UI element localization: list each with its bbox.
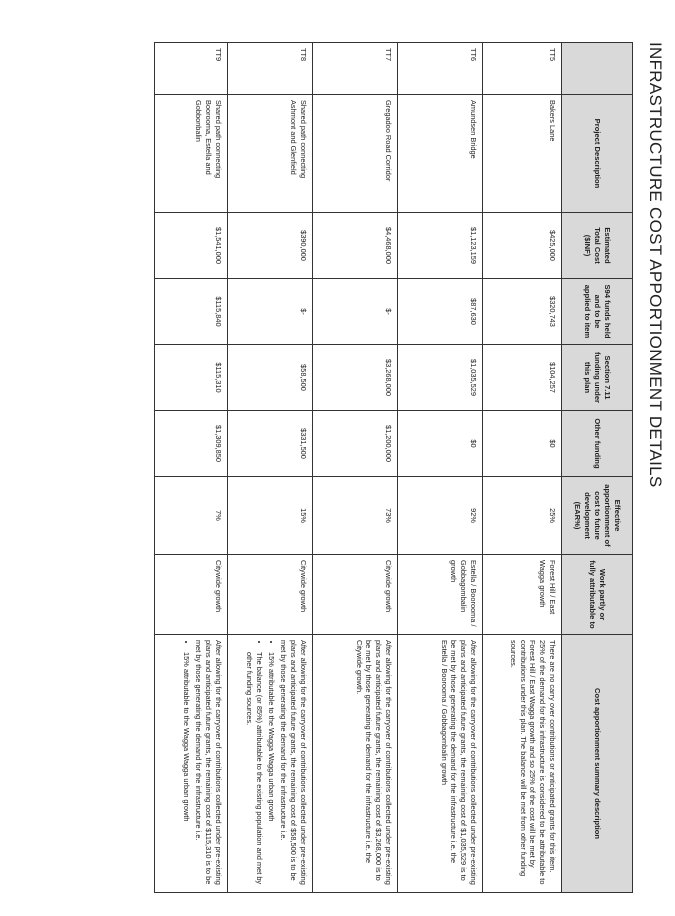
cell-summary <box>155 635 228 893</box>
cell-summary <box>313 635 398 893</box>
cell-s711: $1,035,529 <box>398 345 483 411</box>
cell-ear: 7% <box>155 477 228 555</box>
cell-est-cost: $390,000 <box>228 213 313 279</box>
cell-s94: $87,630 <box>398 279 483 345</box>
summary-bullet: • 15% attributable to the Wagga Wagga urban growth <box>181 652 191 887</box>
page-title: INFRASTRUCTURE COST APPORTIONMENT DETAILS <box>646 42 665 488</box>
summary-paragraph: After allowing for the carryover of contributions collected under pre-existing plans and anticipated future grants, the remaining cost of $3,268,000 is to be met by those generating the demand for the infrastructure i.e. the Citywide growth. <box>354 640 393 885</box>
summary-paragraph: After allowing for the carryover of contributions collected under pre-existing plans and anticipated future grants, the remaining cost of $58,500 is to be met by those generating the demand for the infrastructure i.e. <box>279 640 308 885</box>
cell-work: Forest Hill / East Wagga growth <box>483 555 562 635</box>
header-effective-apportionment: Effective apportionment of cost to future development (EAR%) <box>562 477 633 555</box>
cell-s94: $320,743 <box>483 279 562 345</box>
cell-s94: $- <box>228 279 313 345</box>
cell-id: TT8 <box>228 43 313 95</box>
cell-work: Citywide growth <box>313 555 398 635</box>
cell-ear: 73% <box>313 477 398 555</box>
cell-id: TT7 <box>313 43 398 95</box>
header-section-711-funding: Section 7.11 funding under this plan <box>562 345 633 411</box>
cell-s711: $58,500 <box>228 345 313 411</box>
cell-project: Shared path connecting Boorooma, Estella and Gobbonbalin <box>155 95 228 213</box>
cell-other: $1,200,000 <box>313 411 398 477</box>
cell-s711: $104,257 <box>483 345 562 411</box>
cell-project: Shared path connecting Ashmont and Glenfield <box>228 95 313 213</box>
table-row <box>228 43 313 893</box>
table-row <box>483 43 562 893</box>
cell-id: TT6 <box>398 43 483 95</box>
header-summary-description: Cost apportionment summary description <box>562 635 633 893</box>
cell-s94: $- <box>313 279 398 345</box>
cell-work: Estella / Boorooma / Gobbagombalin growth <box>398 555 483 635</box>
summary-bullet: • 15% attributable to the Wagga Wagga urban growth <box>266 652 276 887</box>
cell-summary <box>483 635 562 893</box>
summary-bullets <box>244 640 275 887</box>
cell-id: TT9 <box>155 43 228 95</box>
summary-bullet: • The balance (or 85%) attributable to the existing population and met by other funding sources. <box>244 652 264 887</box>
cell-est-cost: $425,000 <box>483 213 562 279</box>
table-row <box>155 43 228 893</box>
cell-id: TT5 <box>483 43 562 95</box>
cell-project: Bakers Lane <box>483 95 562 213</box>
cell-est-cost: $1,123,159 <box>398 213 483 279</box>
cell-work: Citywide growth <box>155 555 228 635</box>
header-estimated-total-cost: Estimated Total Cost ($INF) <box>562 213 633 279</box>
cell-ear: 92% <box>398 477 483 555</box>
cell-ear: 15% <box>228 477 313 555</box>
cell-summary <box>228 635 313 893</box>
cell-s711: $3,268,000 <box>313 345 398 411</box>
header-work-attributable: Work partly or fully attributable to <box>562 555 633 635</box>
cell-other: $0 <box>483 411 562 477</box>
cell-s94: $115,840 <box>155 279 228 345</box>
cell-other: $331,500 <box>228 411 313 477</box>
header-other-funding: Other funding <box>562 411 633 477</box>
cell-est-cost: $4,468,000 <box>313 213 398 279</box>
table-header-row <box>562 43 633 893</box>
cell-other: $1,309,850 <box>155 411 228 477</box>
summary-paragraph: There are no carry over contributions or anticipated grants for this item. 25% of the demand for this infrastructure is considered to be attributable to Forest Hill / East Wagga growth and so 25% of the cost will be met by contributions under this plan. The balance will be met from other funding sources. <box>508 640 557 885</box>
cell-est-cost: $1,541,000 <box>155 213 228 279</box>
header-project-description: Project Description <box>562 95 633 213</box>
cell-other: $0 <box>398 411 483 477</box>
cell-ear: 25% <box>483 477 562 555</box>
cell-project: Gregadoo Road Corridor <box>313 95 398 213</box>
header-id <box>562 43 633 95</box>
cell-project: Amundsen Bridge <box>398 95 483 213</box>
cell-summary <box>398 635 483 893</box>
table-row <box>313 43 398 893</box>
summary-bullets <box>181 640 191 887</box>
table-row <box>398 43 483 893</box>
cell-s711: $115,310 <box>155 345 228 411</box>
summary-paragraph: After allowing for the carryover of contributions collected under pre-existing plans and anticipated future grants, the remaining cost of $1,035,529 is to be met by those generating the demand for the infrastructure i.e. the Estella / Boorooma / Gobbagombalin growth <box>439 640 478 885</box>
header-s94-funds: S94 funds held and to be applied to item <box>562 279 633 345</box>
summary-paragraph: After allowing for the carryover of contributions collected under pre-existing plans and anticipated future grants, the remaining cost of $115,310 is to be met by those generating the demand for the infrastructure i.e. <box>194 640 223 885</box>
cost-apportionment-table <box>154 42 633 893</box>
cell-work: Citywide growth <box>228 555 313 635</box>
